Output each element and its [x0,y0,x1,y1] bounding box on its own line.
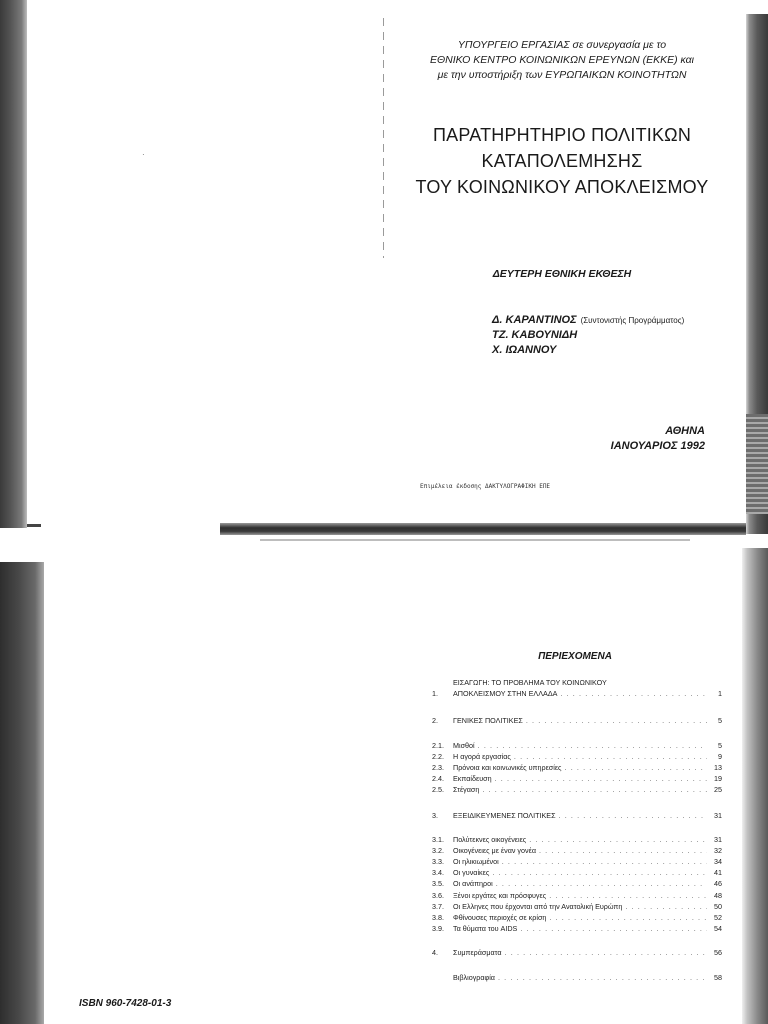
toc-number: 3.6. [432,890,444,900]
scan-shadow-right-bottom [742,548,768,1024]
toc-page-number: 54 [714,924,722,934]
toc-title: ΑΠΟΚΛΕΙΣΜΟΥ ΣΤΗΝ ΕΛΛΑΔΑ [453,689,558,699]
fold-line-vertical [383,18,384,258]
toc-entry [432,923,722,934]
toc-entry [432,856,722,867]
toc-entry [432,740,722,751]
toc-entry [432,890,722,901]
toc-leader-dots [549,890,707,901]
toc-entry [432,810,722,821]
institution-header [392,38,732,83]
page-fold-band [220,523,746,535]
edition-label: ΔΕΥΤΕΡΗ ΕΘΝΙΚΗ ΕΚΘΕΣΗ [492,268,632,280]
toc-page-number: 46 [714,879,722,889]
toc-page-number: 32 [714,845,722,855]
toc-number: 3. [432,810,438,820]
toc-number: 2.5. [432,785,444,795]
author-row [492,328,732,343]
toc-number: 3.8. [432,913,444,922]
toc-title: Βιβλιογραφία [453,972,495,982]
toc-page-number: 1 [718,689,722,699]
toc-leader-dots [559,810,707,821]
authors-list [492,313,732,358]
scan-shadow-left-top [0,0,27,528]
toc-title: Ξένοι εργάτες και πρόσφυγες [453,890,547,900]
toc-entry [432,972,722,983]
author-name: Χ. ΙΩΑΝΝΟΥ [492,344,557,356]
toc-leader-dots [492,867,707,878]
toc-page-number: 50 [714,901,722,911]
scan-shadow-left-bottom [0,562,44,1024]
toc-leader-dots [502,856,707,867]
publisher-credit: Επιμέλεια έκδοσης ΔΑΚΤΥΛΟΓΡΑΦΙΚΗ ΕΠΕ [420,483,551,490]
toc-page-number: 31 [714,834,722,844]
report-title [392,122,732,200]
toc-entry [432,867,722,878]
toc-entry [432,762,722,773]
toc-entry [432,773,722,784]
contents-title: ΠΕΡΙΕΧΟΜΕΝΑ [538,651,612,662]
toc-number: 2.1. [432,740,444,750]
toc-title: Οι Ελληνες που έρχονται από την Ανατολική Ευρώπη [453,901,623,911]
toc-leader-dots [565,762,707,773]
toc-number: 4. [432,948,438,958]
toc-leader-dots [529,834,707,845]
toc-title: Στέγαση [453,785,480,795]
toc-page-number: 5 [718,740,722,750]
toc-page-number: 58 [714,972,722,982]
toc-number: 3.5. [432,879,444,889]
header-line: ΥΠΟΥΡΓΕΙΟ ΕΡΓΑΣΙΑΣ σε συνεργασία με το [457,39,667,51]
scan-shadow-right-top [746,14,768,534]
toc-entry [432,878,722,889]
author-row [492,343,732,358]
toc-number: 2.4. [432,774,444,784]
toc-number: 2.2. [432,751,444,761]
toc-number: 2.3. [432,762,444,772]
toc-page-number: 48 [714,890,722,900]
toc-title: Οι ηλικιωμένοι [453,857,499,867]
page-fold-line [260,539,690,541]
toc-number: 3.9. [432,924,444,934]
toc-number: 3.1. [432,834,444,844]
toc-title: Οι γυναίκες [453,868,490,878]
toc-title: ΓΕΝΙΚΕΣ ΠΟΛΙΤΙΚΕΣ [453,716,523,726]
toc-page-number: 41 [714,868,722,878]
date: ΙΑΝΟΥΑΡΙΟΣ 1992 [610,440,705,452]
toc-leader-dots [478,740,707,751]
toc-leader-dots [482,784,707,795]
toc-leader-dots [520,923,707,934]
page-fold-band-left [27,524,41,527]
toc-number: 3.3. [432,857,444,867]
toc-page-number: 34 [714,857,722,867]
toc-title: Οι ανάπηροι [453,879,493,889]
toc-title: ΕΞΕΙΔΙΚΕΥΜΕΝΕΣ ΠΟΛΙΤΙΚΕΣ [453,810,556,820]
toc-number: 3.2. [432,845,444,855]
toc-page-number: 19 [714,774,722,784]
toc-title: Μισθοί [453,740,475,750]
toc-number: 3.7. [432,901,444,911]
toc-entry [432,901,722,912]
stray-mark: · [142,150,145,159]
table-of-contents [432,677,722,983]
toc-page-number: 25 [714,785,722,795]
author-name: Δ. ΚΑΡΑΝΤΙΝΟΣ [492,314,577,326]
toc-number: 2. [432,716,438,726]
toc-page-number: 9 [718,751,722,761]
toc-leader-dots [495,773,707,784]
toc-entry [432,912,722,923]
toc-title: Η αγορά εργασίας [453,751,511,761]
toc-number: 1. [432,689,438,699]
toc-leader-dots [560,688,707,699]
toc-page-number: 31 [714,810,722,820]
toc-page-number: 13 [714,762,722,772]
toc-page-number: 56 [714,948,722,958]
author-row [492,313,732,328]
toc-entry [432,947,722,958]
toc-title: Φθίνουσες περιοχές σε κρίση [453,913,547,922]
isbn: ISBN 960-7428-01-3 [79,998,172,1009]
toc-title: Οικογένειες με έναν γονέα [453,845,536,855]
toc-leader-dots [514,751,707,762]
toc-leader-dots [539,845,707,856]
title-line: ΤΟΥ ΚΟΙΝΩΝΙΚΟΥ ΑΠΟΚΛΕΙΣΜΟΥ [415,177,709,197]
header-line: με την υποστήριξη των ΕΥΡΩΠΑΙΚΩΝ ΚΟΙΝΟΤΗΤΩΝ [437,69,687,81]
toc-leader-dots [526,715,707,726]
place: ΑΘΗΝΑ [665,425,705,437]
toc-entry [432,845,722,856]
title-line: ΚΑΤΑΠΟΛΕΜΗΣΗΣ [481,151,643,171]
toc-leader-dots [625,901,707,912]
title-line: ΠΑΡΑΤΗΡΗΤΗΡΙΟ ΠΟΛΙΤΙΚΩΝ [432,125,692,145]
toc-title: Συμπεράσματα [453,948,502,958]
place-and-date [560,424,705,454]
toc-entry [432,784,722,795]
toc-leader-dots [496,878,707,889]
toc-entry [432,751,722,762]
author-name: ΤΖ. ΚΑΒΟΥΝΙΔΗ [492,329,578,341]
toc-page-number: 5 [718,716,722,726]
toc-title-line: ΕΙΣΑΓΩΓΗ: ΤΟ ΠΡΟΒΛΗΜΑ ΤΟΥ ΚΟΙΝΩΝΙΚΟΥ [453,678,607,687]
toc-number: 3.4. [432,868,444,878]
toc-page-number: 52 [714,913,722,922]
toc-title: Τα θύματα του AIDS [453,924,518,934]
toc-entry [432,678,722,699]
toc-leader-dots [498,972,707,983]
header-line: ΕΘΝΙΚΟ ΚΕΝΤΡΟ ΚΟΙΝΩΝΙΚΩΝ ΕΡΕΥΝΩΝ (ΕΚΚΕ) και [430,54,694,66]
author-role: (Συντονιστής Προγράμματος) [580,316,685,325]
toc-entry [432,715,722,726]
toc-leader-dots [549,912,707,923]
toc-title: Πρόνοια και κοινωνικές υπηρεσίες [453,762,562,772]
toc-title: Εκπαίδευση [453,774,492,784]
toc-entry [432,834,722,845]
toc-title: Πολύτεκνες οικογένειες [453,834,527,844]
toc-leader-dots [505,947,707,958]
